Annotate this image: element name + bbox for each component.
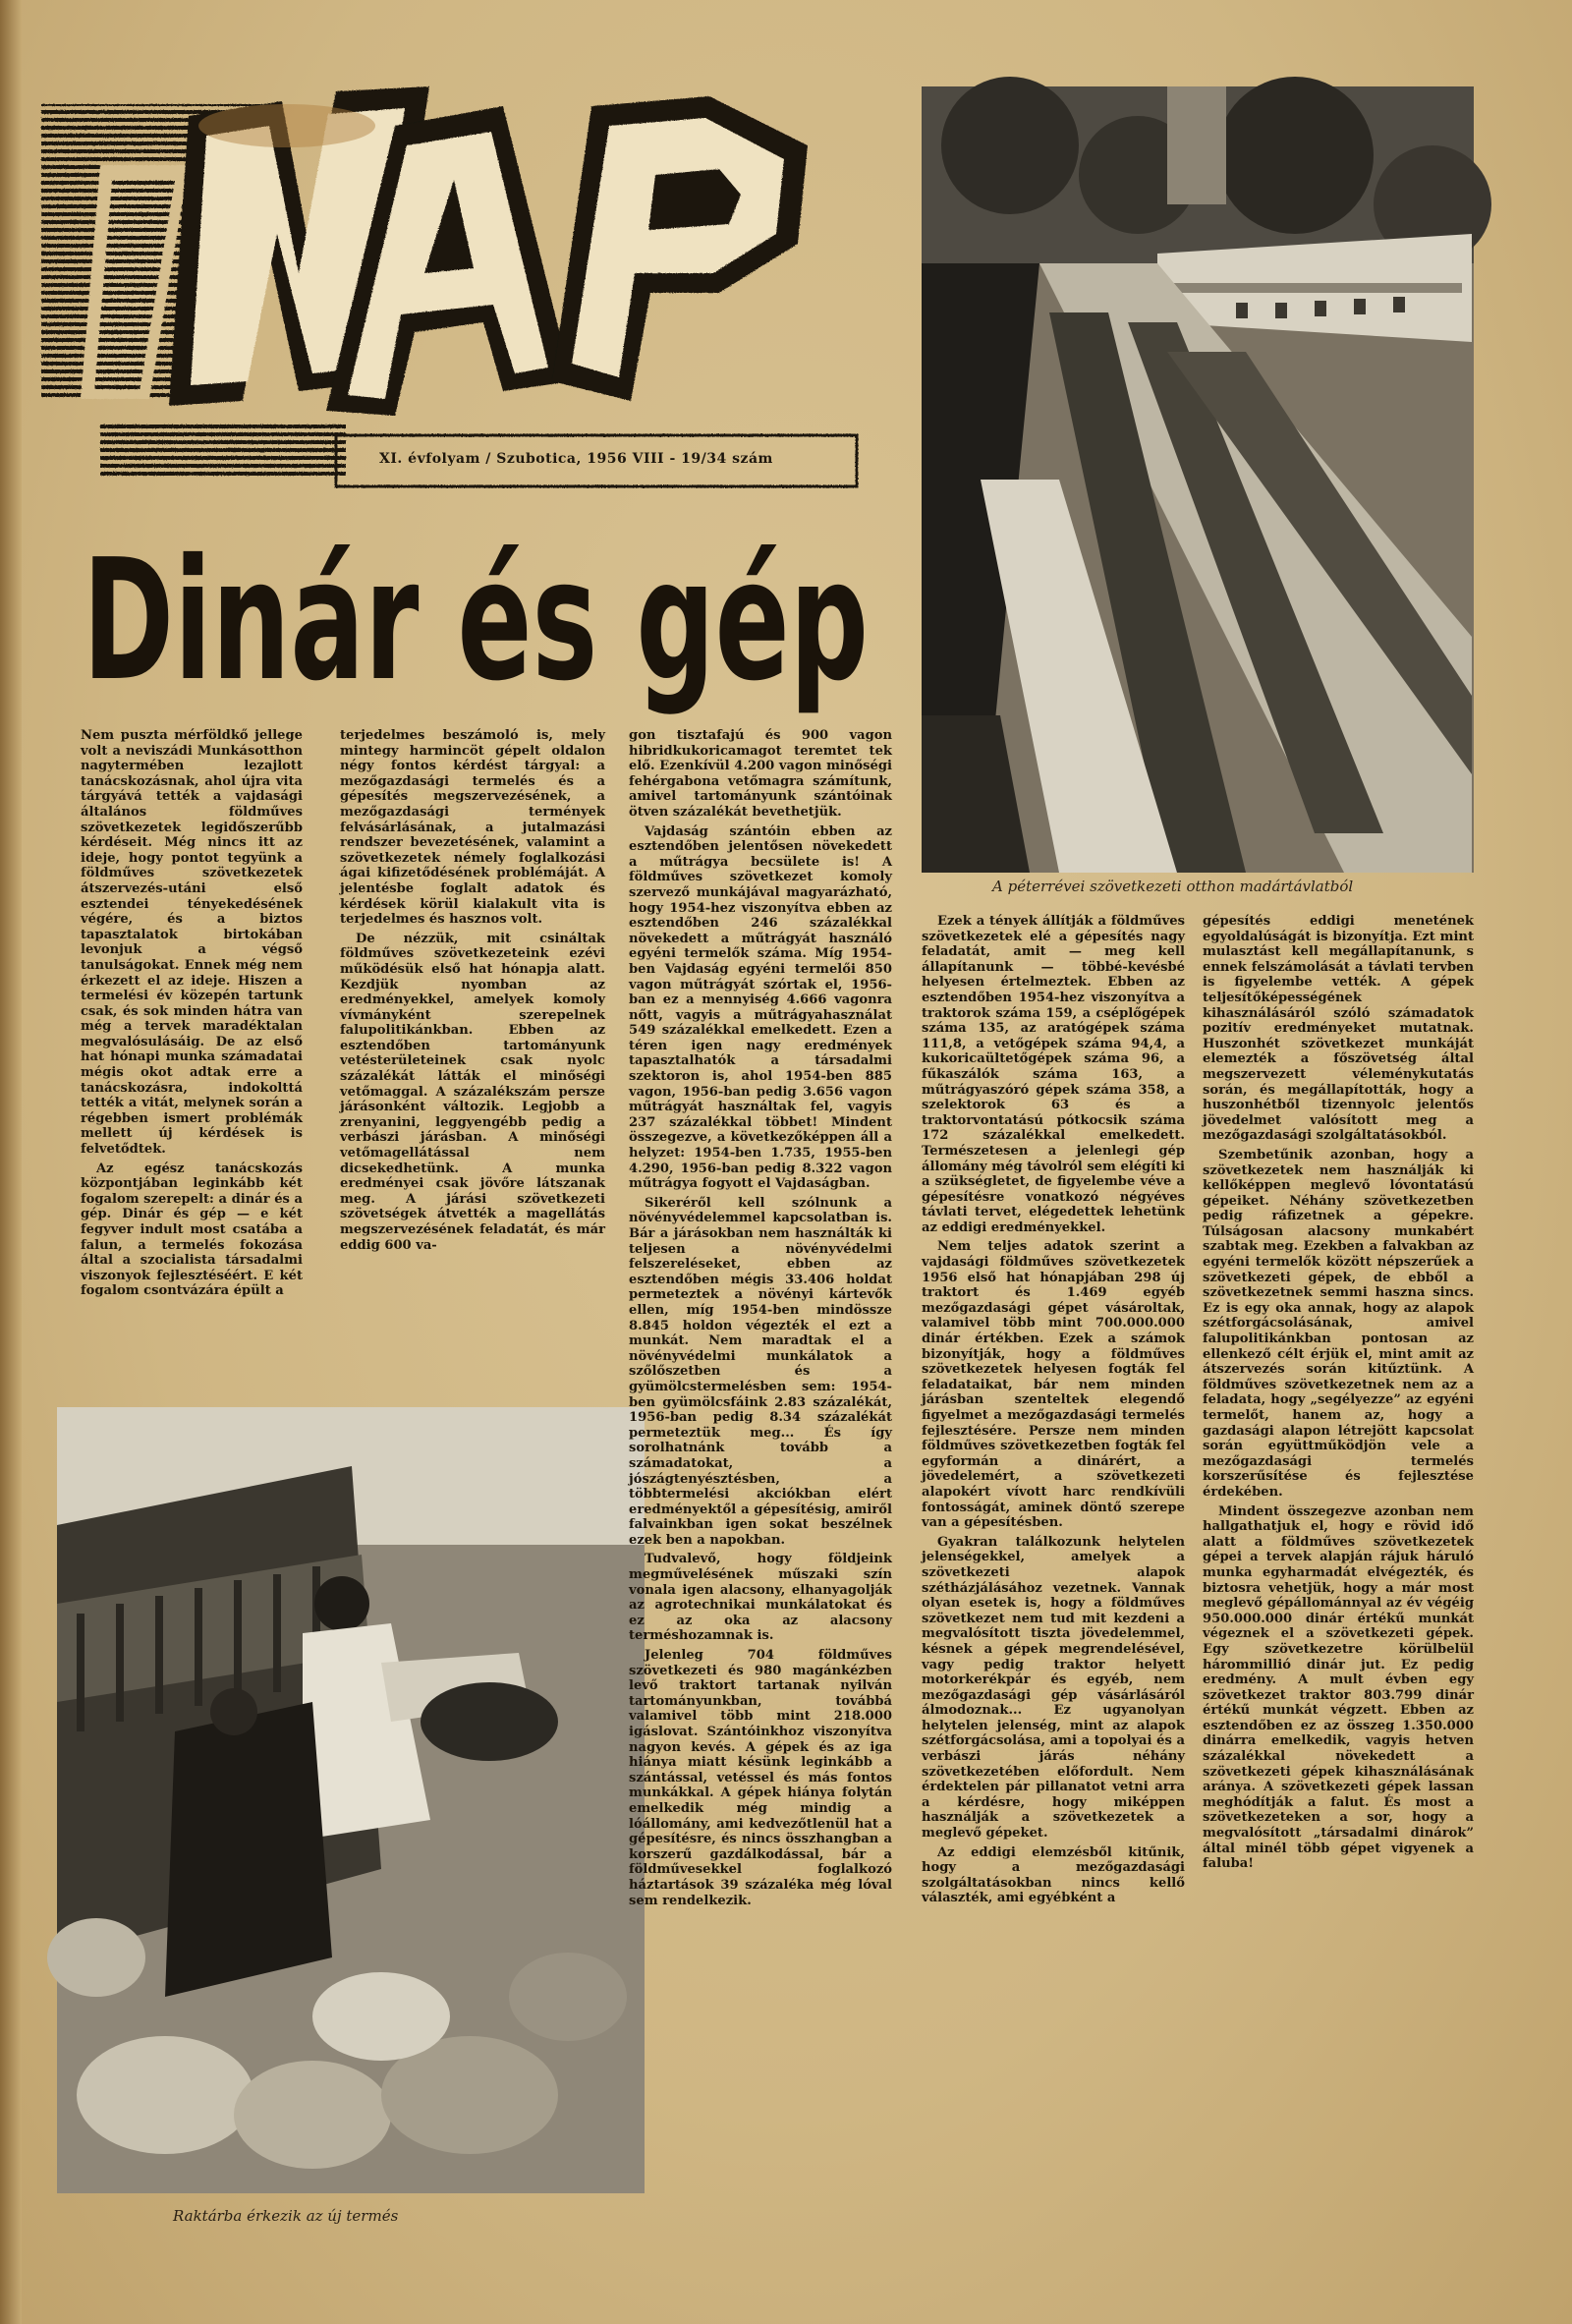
article-paragraph: Nem puszta mérföldkő jellege volt a neviszádi Munkásotthon nagytermében lezajlott tanácskozásnak, ahol újra vita tárgyává tették a vajdasági általános földműves szövetkezetek legidőszerűbb kérdéseit. Még nincs itt az ideje, hogy pontot tegyünk a földműves szövetkezetek átszervezés-utáni első esztendei tényekedésének végére, és a biztos tapasztalatok birtokában levonjuk a végső tanulságokat. Ennek még nem érkezett el az ideje. Hiszen a termelési év közepén tartunk csak, és sok minden hátra van még a tervek maradéktalan megvalósulásáig. De az első hat hónapi munka számadatai mégis okot adtak erre a tanácskozásra, indokolttá tették a vitát, melynek során a régebben ismert problémák mellett új kérdések is felvetődtek. — [81, 728, 303, 1158]
article-paragraph: Jelenleg 704 földműves szövetkezeti és 980 magánkézben levő traktort tartanak nyilván tartományunkban, továbbá valamivel több mint 218.000 igáslovat. Szántóinkhoz viszonyítva nagyon kevés. A gépek és az iga hiánya miatt késünk leginkább a szántással, vetéssel és más fontos munkákkal. A gépek hiánya folytán emelkedik még mindig a lóállomány, ami kedvezőtlenül hat a gépesítésre, és nincs összhangban a korszerű gazdálkodással, bár a földművesekkel foglalkozó háztartások 39 százaléka még lóval sem rendelkezik. — [629, 1648, 892, 1908]
article-paragraph: Tudvalevő, hogy földjeink megművelésének műszaki szín vonala igen alacsony, elhanyagolják az agrotechnikai munkálatokat és ez az oka az alacsony terméshozamnak is. — [629, 1552, 892, 1644]
headline — [83, 524, 869, 718]
photo-aerial-cooperative-home — [922, 86, 1474, 873]
article-paragraph: gépesítés eddigi menetének egyoldalúságát is bizonyítja. Ezt mint mulasztást kell megállapítanunk, s ennek felszámolását a távlati tervben is figyelembe vették. A gépek teljesítőképességének kihasználásáról szóló számadatok pozitív eredményeket mutatnak. Huszonhét szövetkezet munkáját elemezték a főszövetség által megszervezett véleménykutatás során, és megállapították, hogy a huszonhétből tizennyolc jelentős jövedelmet valósított meg a mezőgazdasági szolgáltatásokból. — [1203, 914, 1474, 1144]
headline-text: Dinár és gép — [83, 524, 869, 718]
logo-7nap-graphic — [41, 86, 857, 494]
photo-aerial-caption: A péterrévei szövetkezeti otthon madártávlatból — [992, 878, 1354, 895]
article-paragraph: Szembetűnik azonban, hogy a szövetkezetek nem használják ki kellőképpen meglevő lóvontatású gépeiket. Néhány szövetkezetben pedig ráfizetnek a gépekre. Túlságosan alacsony munkabért szabtak meg. Ezekben a falvakban az egyéni termelők között népszerűek a szövetkezeti gépek, de ebből a szövetkezetnek semmi haszna sincs. Ez is egy oka annak, hogy az alapok szétforgácsolásának, amivel falupolitikánkban pontosan az ellenkező célt érjük el, mint amit az átszervezés során kitűztünk. A földműves szövetkezetnek nem az a feladata, hogy „segélyezze” az egyéni termelőt, hanem az, hogy a gazdasági alapon létrejött kapcsolat során együttműködjön vele a mezőgazdasági termelés korszerűsítése és fejlesztése érdekében. — [1203, 1147, 1474, 1500]
article-paragraph: terjedelmes beszámoló is, mely mintegy harmincöt gépelt oldalon négy fontos kérdést tárgyal: a mezőgazdasági termelés és a gépesítés megszervezésének, a mezőgazdasági termények felvásárlásának, a jutalmazási rendszer bevezetésének, valamint a szövetkezetek némely foglalkozási ágai kifizetődésének problémáját. A jelentésbe foglalt adatok és kérdések körül kialakult vita is terjedelmes és hasznos volt. — [340, 728, 605, 928]
article-column-3 — [629, 728, 892, 2212]
article-paragraph: Az eddigi elemzésből kitűnik, hogy a mezőgazdasági szolgáltatásokban nincs kellő választék, ami egyébként a — [922, 1844, 1185, 1906]
article-paragraph: Vajdaság szántóin ebben az esztendőben jelentősen növekedett a műtrágya becsülete is! A földműves szövetkezet komoly szervező munkájával magyarázható, hogy 1954-hez viszonyítva ebben az esztendőben 246 százalékkal növekedett a műtrágyát használó egyéni termelők száma. Míg 1954-ben Vajdaság egyéni termelői 850 vagon műtrágyát szórtak el, 1956-ban ez a mennyiség 4.666 vagonra nőtt, vagyis a műtrágyahasználat 549 százalékkal emelkedett. Ezen a téren igen nagy eredmények tapasztalhatók a társadalmi szektoron is, ahol 1954-ben 885 vagon, 1956-ban pedig 3.656 vagon műtrágyát használtak fel, vagyis 237 százalékkal többet! Mindent összegezve, a következőképpen áll a helyzet: 1954-ben 1.735, 1955-ben 4.290, 1956-ban pedig 8.322 vagon műtrágya fogyott el Vajdaságban. — [629, 823, 892, 1192]
article-paragraph: Nem teljes adatok szerint a vajdasági földműves szövetkezetek 1956 első hat hónapjában 298 új traktort és 1.469 egyéb mezőgazdasági gépet vásároltak, valamivel több mint 700.000.000 dinár értékben. Ezek a számok bizonyítják, hogy a földműves szövetkezetek helyesen fogták fel feladataikat, bár nem minden járásban szenteltek elegendő figyelmet a mezőgazdasági termelés fejlesztésére. Persze nem minden földműves szövetkezetben fogták fel egyformán a dinárért, a jövedelemért, a szövetkezeti alapokért vívott harc rendkívüli fontosságát, aminek döntő szerepe van a gépesítésben. — [922, 1239, 1185, 1531]
photo-harvest-caption: Raktárba érkezik az új termés — [173, 2207, 399, 2225]
article-paragraph: Sikeréről kell szólnunk a növényvédelemmel kapcsolatban is. Bár a járásokban nem használták ki teljesen a növényvédelmi felszereléseket, ebben az esztendőben mégis 33.406 holdat permeteztek a növényi kártevők ellen, míg 1954-ben mindössze 8.845 holdon végezték el ezt a munkát. Nem maradtak el a növényvédelmi munkálatok a szőlőszetben és a gyümölcstermelésben sem: 1954-ben gyümölcsfáink 2.83 százalékát, 1956-ban pedig 8.34 százalékát permeteztük meg... És így sorolhatnánk tovább a számadatokat, a jószágtenyésztésben, a többtermelési akciókban elért eredményektől a gépesítésig, amiről falvainkban igen sokat beszélnek ezek ben a napokban. — [629, 1195, 892, 1548]
photo-harvest-warehouse — [57, 1407, 645, 2193]
article-column-1 — [81, 728, 303, 1377]
photo-aerial-graphic — [922, 86, 1474, 873]
issue-line: XI. évfolyam / Szubotica, 1956 VIII - 19/34 szám — [379, 451, 773, 467]
article-paragraph: Az egész tanácskozás központjában leginkább két fogalom szerepelt: a dinár és a gép. Dinár és gép — e két fegyver indult most csatába a falun, a termelés fokozása által a szocialista társadalmi viszonyok fejlesztéséért. E két fogalom csontvázára épült a — [81, 1161, 303, 1299]
article-paragraph: Mindent összegezve azonban nem hallgathatjuk el, hogy e rövid idő alatt a földműves szövetkezetek gépei a tervek alapján rájuk háruló munka egyharmadát elvégezték, és biztosra vehetjük, hogy a már most meglevő gépállománnyal az év végéig 950.000.000 dinár értékű munkát végeznek el a szövetkezeti gépek. Egy szövetkezetre körülbelül hárommillió dinár jut. Ez pedig eredmény. A mult évben egy szövetkezet traktor 803.799 dinár értékű munkát végzett. Ebben az esztendőben ez az összeg 1.350.000 dinárra emelkedik, vagyis hetven százalékkal növekedett a szövetkezeti gépek kihasználásának aránya. A szövetkezeti gépek lassan meghódítják a falut. És most a szövetkezeteken a sor, hogy a megvalósított „társadalmi dinárok” által minél több gépet vigyenek a faluba! — [1203, 1503, 1474, 1872]
article-column-5 — [1203, 914, 1474, 2221]
article-column-4 — [922, 914, 1185, 2221]
page-edge — [0, 0, 22, 2324]
article-paragraph: De nézzük, mit csináltak földműves szövetkezeteink ezévi működésük első hat hónapja alatt. Kezdjük nyomban az eredményekkel, amelyek komoly vívmányként szerepelnek falupolitikánkban. Ebben az esztendőben tartományunk vetésterületeinek csak nyolc százalékát látták el minőségi vetőmaggal. A százalékszám persze járásonként változik. Legjobb a zrenyanini, leggyengébb pedig a verbászi járásban. A minőségi vetőmagellátással nem dicsekedhetünk. A munka eredményei csak jövőre látszanak meg. A járási szövetkezeti szövetségek átvették a magellátás megszervezésének feladatát, és már eddig 600 va- — [340, 931, 605, 1253]
photo-harvest-graphic — [57, 1407, 645, 2193]
article-paragraph: Gyakran találkozunk helytelen jelenségekkel, amelyek a szövetkezeti alapok szétházjálásához vezetnek. Vannak olyan esetek is, hogy a földműves szövetkezet nem tud mit kezdeni a megvalósított tiszta jövedelemmel, késnek a gépek megrendelésével, vagy pedig traktor helyett motorkerékpár és egyéb, nem mezőgazdasági gép vásárlásáról álmodoznak... Ez ugyanolyan helytelen jelenség, mint az alapok szétforgácsolása, ami a topolyai és a verbászi járás néhány szövetkezetében előfordult. Nem érdektelen pár pillanatot vetni arra a kérdésre, hogy miképpen használják a szövetkezetek a meglevő gépeket. — [922, 1534, 1185, 1842]
article-paragraph: gon tisztafajú és 900 vagon hibridkukoricamagot teremtet tek elő. Ezenkívül 4.200 vagon minőségi fehérgabona vetőmagra számítunk, amivel tartományunk szántóinak ötven százalékát bevethetjük. — [629, 728, 892, 820]
article-column-2 — [340, 728, 605, 1387]
article-paragraph: Ezek a tények állítják a földműves szövetkezetek elé a gépesítés nagy feladatát, amit — meg kell állapítanunk — többé-kevésbé helyesen értelmeztek. Ebben az esztendőben 1954-hez viszonyítva a traktorok száma 159, a cséplőgépek száma 135, az aratógépek száma 111,8, a vetőgépek száma 94,4, a kukoricaültetőgépek száma 96, a fűkaszálók száma 163, a műtrágyaszóró gépek száma 358, a szelektorok 63 és a traktorvontatású pótkocsik száma 172 százalékkal emelkedett. Természetesen a jelenlegi gép állomány még távolról sem elégíti ki a szükségletet, de figyelembe véve a gépesítésre vonatkozó négyéves távlati tervet, elégedettek lehetünk az eddigi eredményekkel. — [922, 914, 1185, 1235]
masthead — [41, 86, 857, 494]
